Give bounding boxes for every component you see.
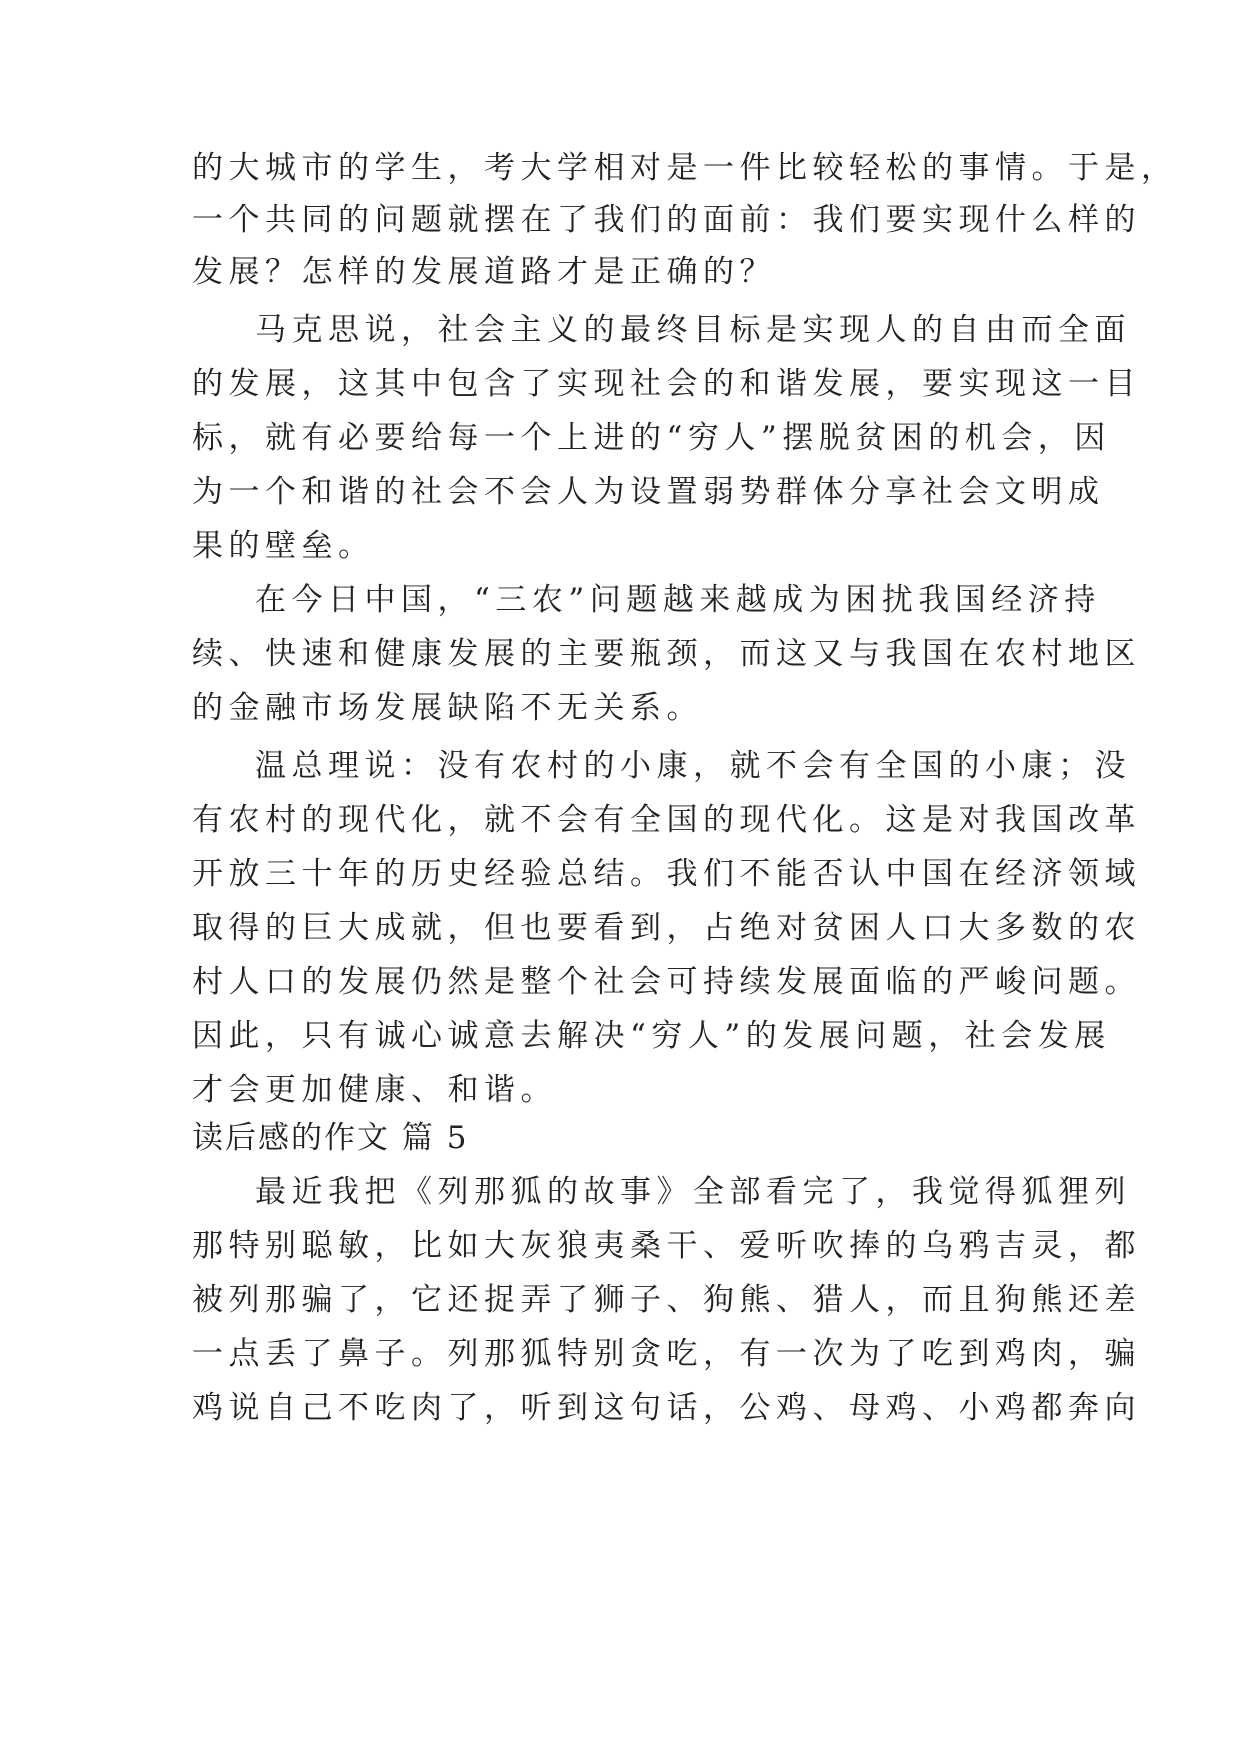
text-line: 续、快速和健康发展的主要瓶颈，而这又与我国在农村地区 [192,636,1141,672]
text-line: 的大城市的学生，考大学相对是一件比较轻松的事情。于是， [192,150,1178,186]
paragraph-first-line: 马克思说，社会主义的最终目标是实现人的自由而全面 [255,312,1131,348]
text-line: 的金融市场发展缺陷不无关系。 [192,690,703,726]
text-line: 一点丢了鼻子。列那狐特别贪吃，有一次为了吃到鸡肉，骗 [192,1336,1141,1372]
text-line: 才会更加健康、和谐。 [192,1072,557,1108]
text-line: 取得的巨大成就，但也要看到，占绝对贫困人口大多数的农 [192,910,1141,946]
text-line: 开放三十年的历史经验总结。我们不能否认中国在经济领域 [192,856,1141,892]
text-line: 那特别聪敏，比如大灰狼夷桑干、爱听吹捧的乌鸦吉灵，都 [192,1228,1141,1264]
text-line: 标，就有必要给每一个上进的“穷人”摆脱贫困的机会，因 [192,420,1111,456]
text-line: 一个共同的问题就摆在了我们的面前：我们要实现什么样的 [192,202,1141,238]
text-line: 因此，只有诚心诚意去解决“穷人”的发展问题，社会发展 [192,1018,1111,1054]
text-line: 发展？怎样的发展道路才是正确的？ [192,254,776,290]
text-line: 有农村的现代化，就不会有全国的现代化。这是对我国改革 [192,802,1141,838]
paragraph-first-line: 最近我把《列那狐的故事》全部看完了，我觉得狐狸列 [255,1174,1131,1210]
text-line: 为一个和谐的社会不会人为设置弱势群体分享社会文明成 [192,474,1105,510]
paragraph-first-line: 温总理说：没有农村的小康，就不会有全国的小康；没 [255,748,1131,784]
text-line: 的发展，这其中包含了实现社会的和谐发展，要实现这一目 [192,366,1141,402]
section-heading: 读后感的作文 篇 5 [192,1120,469,1156]
text-line: 被列那骗了，它还捉弄了狮子、狗熊、猎人，而且狗熊还差 [192,1282,1141,1318]
text-line: 村人口的发展仍然是整个社会可持续发展面临的严峻问题。 [192,964,1141,1000]
text-line: 果的壁垒。 [192,528,375,564]
paragraph-first-line: 在今日中国，“三农”问题越来越成为困扰我国经济持 [255,582,1101,618]
text-line: 鸡说自己不吃肉了，听到这句话，公鸡、母鸡、小鸡都奔向 [192,1390,1141,1426]
